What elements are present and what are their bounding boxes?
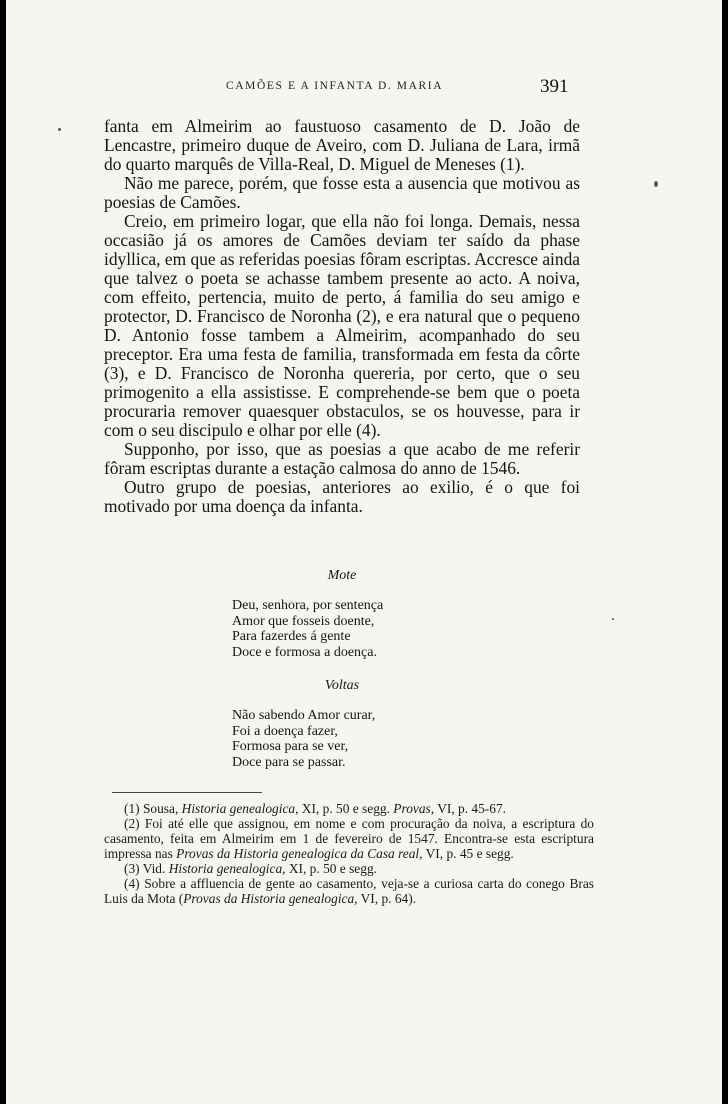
mote-line: Para fazerdes á gente: [232, 629, 351, 644]
voltas-line: Não sabendo Amor curar,: [232, 708, 376, 723]
speck-mark: [654, 181, 658, 187]
mote-verses: [232, 598, 383, 660]
voltas-title: Voltas: [324, 678, 360, 693]
page-header: [6, 76, 722, 100]
paragraph-5: Outro grupo de poesias, anteriores ao exilio, é o que foi motivado por uma doença da infanta.: [104, 477, 580, 516]
running-title: CAMÕES E A INFANTA D. MARIA: [226, 80, 444, 92]
mote-line: Deu, senhora, por sentença: [232, 598, 384, 613]
mote-title: Mote: [327, 568, 357, 583]
paragraph-3: Creio, em primeiro logar, que ella não foi longa. Demais, nessa occasião já os amores de Camões deviam ter saído da phase idyllica, em que as referidas poesias fôram escriptas. Accresce ainda que talvez o poeta se achasse tambem presente ao acto. A noiva, com effeito, pertencia, muito de perto, á familia do seu amigo e protector, D. Francisco de Noronha (2), e era natural que o pequeno D. Antonio fosse tambem a Almeirim, acompanhado do seu preceptor. Era uma festa de familia, transformada em festa da côrte (3), e D. Francisco de Noronha quereria, por certo, que o seu primogenito a ella assistisse. E comprehende-se bem que o poeta procuraria remover quaesquer obstaculos, se os houvesse, para ir com o seu discipulo e olhar por elle (4).: [104, 211, 580, 440]
body-text: [104, 117, 580, 516]
page-number: 391: [540, 76, 569, 97]
speck-mark: [612, 618, 614, 620]
mote-line: Amor que fosseis doente,: [232, 613, 375, 629]
speck-mark: [58, 128, 61, 131]
footnote-4: (4) Sobre a affluencia de gente ao casamento, veja-se a curiosa carta do conego Bras Luis da Mota (Provas da Historia genealogica, VI, p. 64).: [104, 876, 594, 906]
footnote-1: (1) Sousa, Historia genealogica, XI, p. 50 e segg. Provas, VI, p. 45-67.: [124, 801, 507, 816]
voltas-line: Doce para se passar.: [232, 754, 346, 770]
book-page: [6, 0, 722, 1104]
footnote-divider: [112, 792, 262, 793]
footnotes: [104, 801, 594, 906]
mote-line: Doce e formosa a doença.: [232, 644, 377, 660]
paragraph-4: Supponho, por isso, que as poesias a que acabo de me referir fôram escriptas durante a estação calmosa do anno de 1546.: [104, 439, 580, 478]
paragraph-1: fanta em Almeirim ao faustuoso casamento de D. João de Lencastre, primeiro duque de Aveiro, com D. Juliana de Lara, irmã do quarto marquês de Villa-Real, D. Miguel de Meneses (1).: [104, 116, 580, 174]
voltas-line: Formosa para se ver,: [232, 739, 349, 754]
voltas-line: Foi a doença fazer,: [232, 723, 338, 739]
paragraph-2: Não me parece, porém, que fosse esta a ausencia que motivou as poesias de Camões.: [104, 173, 580, 212]
voltas-verses: [232, 708, 375, 770]
footnote-3: (3) Vid. Historia genealogica, XI, p. 50 e segg.: [124, 861, 377, 876]
footnote-2: (2) Foi até elle que assignou, em nome e com procuração da noiva, a escriptura do casamento, feita em Almeirim em 1 de fevereiro de 1547. Encontra-se esta escriptura impressa nas Provas da Historia genealogica da Casa real, VI, p. 45 e segg.: [104, 816, 594, 861]
